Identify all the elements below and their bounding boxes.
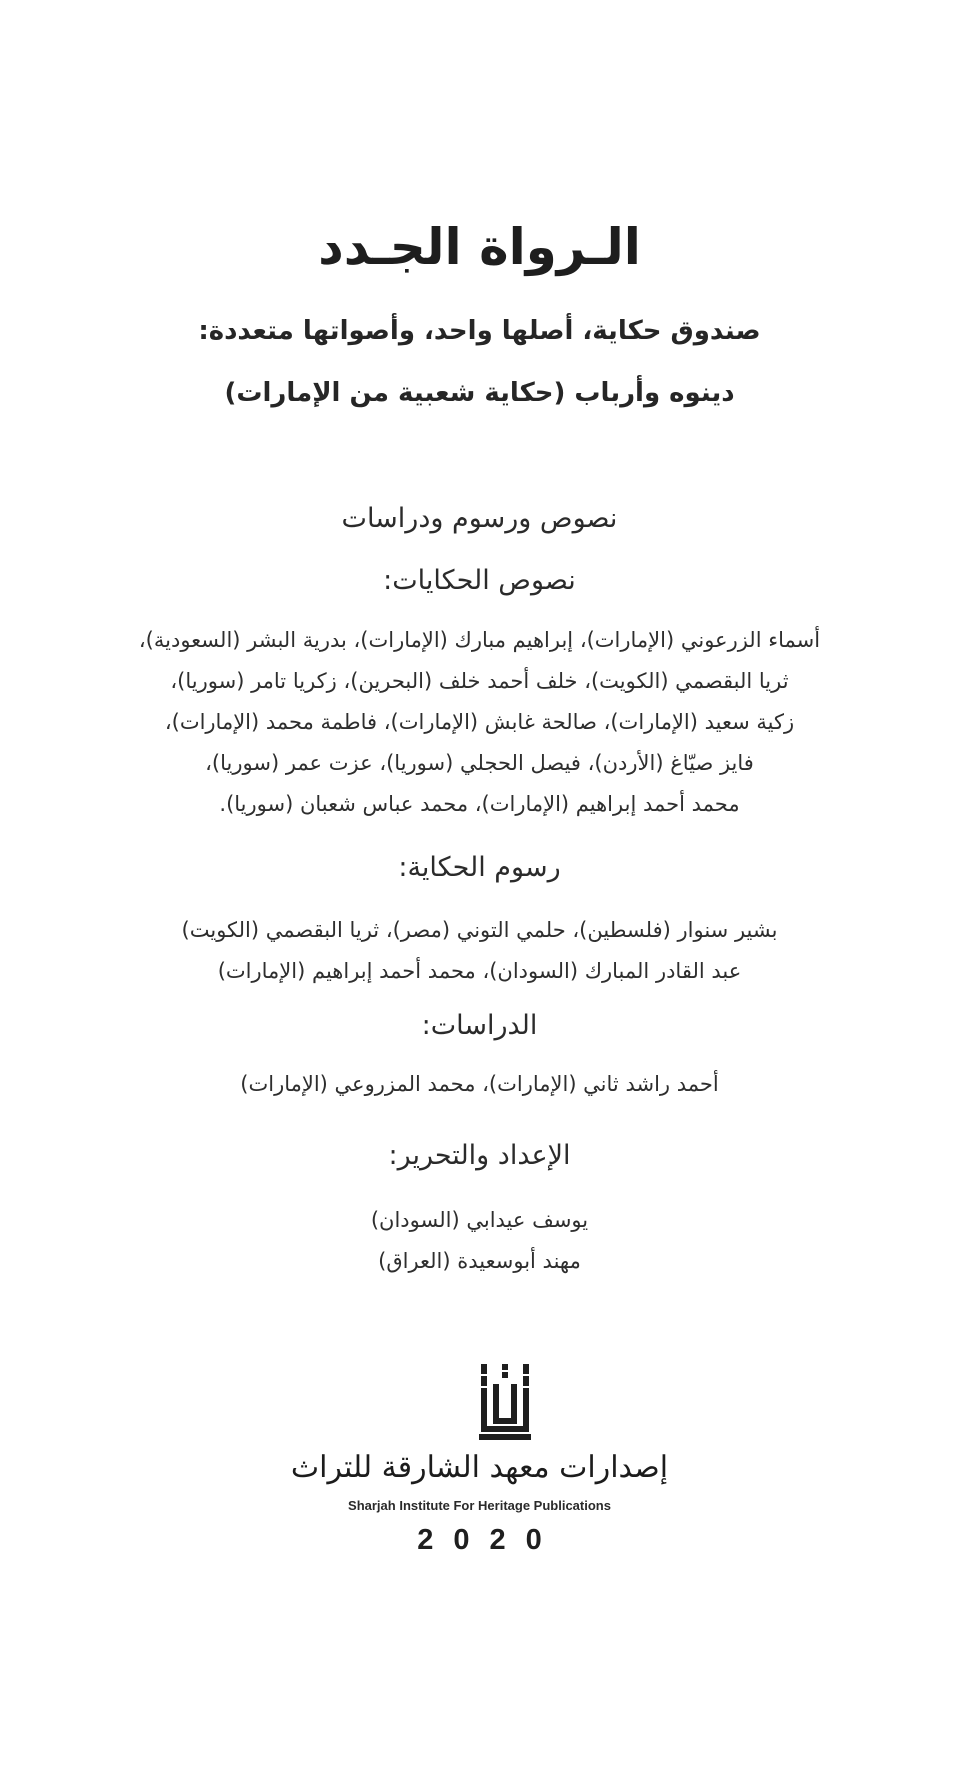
texts-authors-line: زكية سعيد (الإمارات)، صالحة غابش (الإمارات)، فاطمة محمد (الإمارات)، <box>164 710 795 734</box>
illustrators-line: عبد القادر المبارك (السودان)، محمد أحمد إبراهيم (الإمارات) <box>217 959 742 983</box>
studies-heading: الدراسات: <box>421 1010 538 1041</box>
editing-heading: الإعداد والتحرير: <box>388 1140 571 1171</box>
texts-authors-list <box>0 620 959 825</box>
studies-authors-list <box>0 1064 959 1105</box>
publication-year: 2020 <box>417 1524 562 1556</box>
publisher-arabic-name: إصدارات معهد الشارقة للتراث <box>290 1450 669 1485</box>
contents-heading: نصوص ورسوم ودراسات <box>341 503 618 534</box>
texts-heading: نصوص الحكايات: <box>383 565 576 596</box>
publisher-english-name: Sharjah Institute For Heritage Publications <box>348 1498 611 1513</box>
book-title: الـرواة الجـدد <box>318 218 641 276</box>
sharjah-heritage-institute-logo-icon <box>477 1362 533 1442</box>
illustrators-list <box>0 910 959 992</box>
illustrators-line: بشير سنوار (فلسطين)، حلمي التوني (مصر)، ثريا البقصمي (الكويت) <box>181 918 778 942</box>
editor-line: يوسف عيدابي (السودان) <box>370 1208 589 1232</box>
illustrations-heading: رسوم الحكاية: <box>398 852 561 883</box>
texts-authors-line: أسماء الزرعوني (الإمارات)، إبراهيم مبارك (الإمارات)، بدرية البشر (السعودية)، <box>138 628 821 652</box>
texts-authors-line: فايز صيّاغ (الأردن)، فيصل الحجلي (سوريا)، عزت عمر (سوريا)، <box>205 751 754 775</box>
texts-authors-line: محمد أحمد إبراهيم (الإمارات)، محمد عباس شعبان (سوريا). <box>219 792 740 816</box>
texts-authors-line: ثريا البقصمي (الكويت)، خلف أحمد خلف (البحرين)، زكريا تامر (سوريا)، <box>170 669 789 693</box>
studies-authors-line: أحمد راشد ثاني (الإمارات)، محمد المزروعي (الإمارات) <box>240 1072 719 1096</box>
book-subtitle-line-2: دينوه وأرباب (حكاية شعبية من الإمارات) <box>224 378 735 408</box>
editors-list <box>0 1200 959 1282</box>
book-subtitle-line-1: صندوق حكاية، أصلها واحد، وأصواتها متعددة: <box>198 316 761 346</box>
editor-line: مهند أبوسعيدة (العراق) <box>378 1249 581 1273</box>
